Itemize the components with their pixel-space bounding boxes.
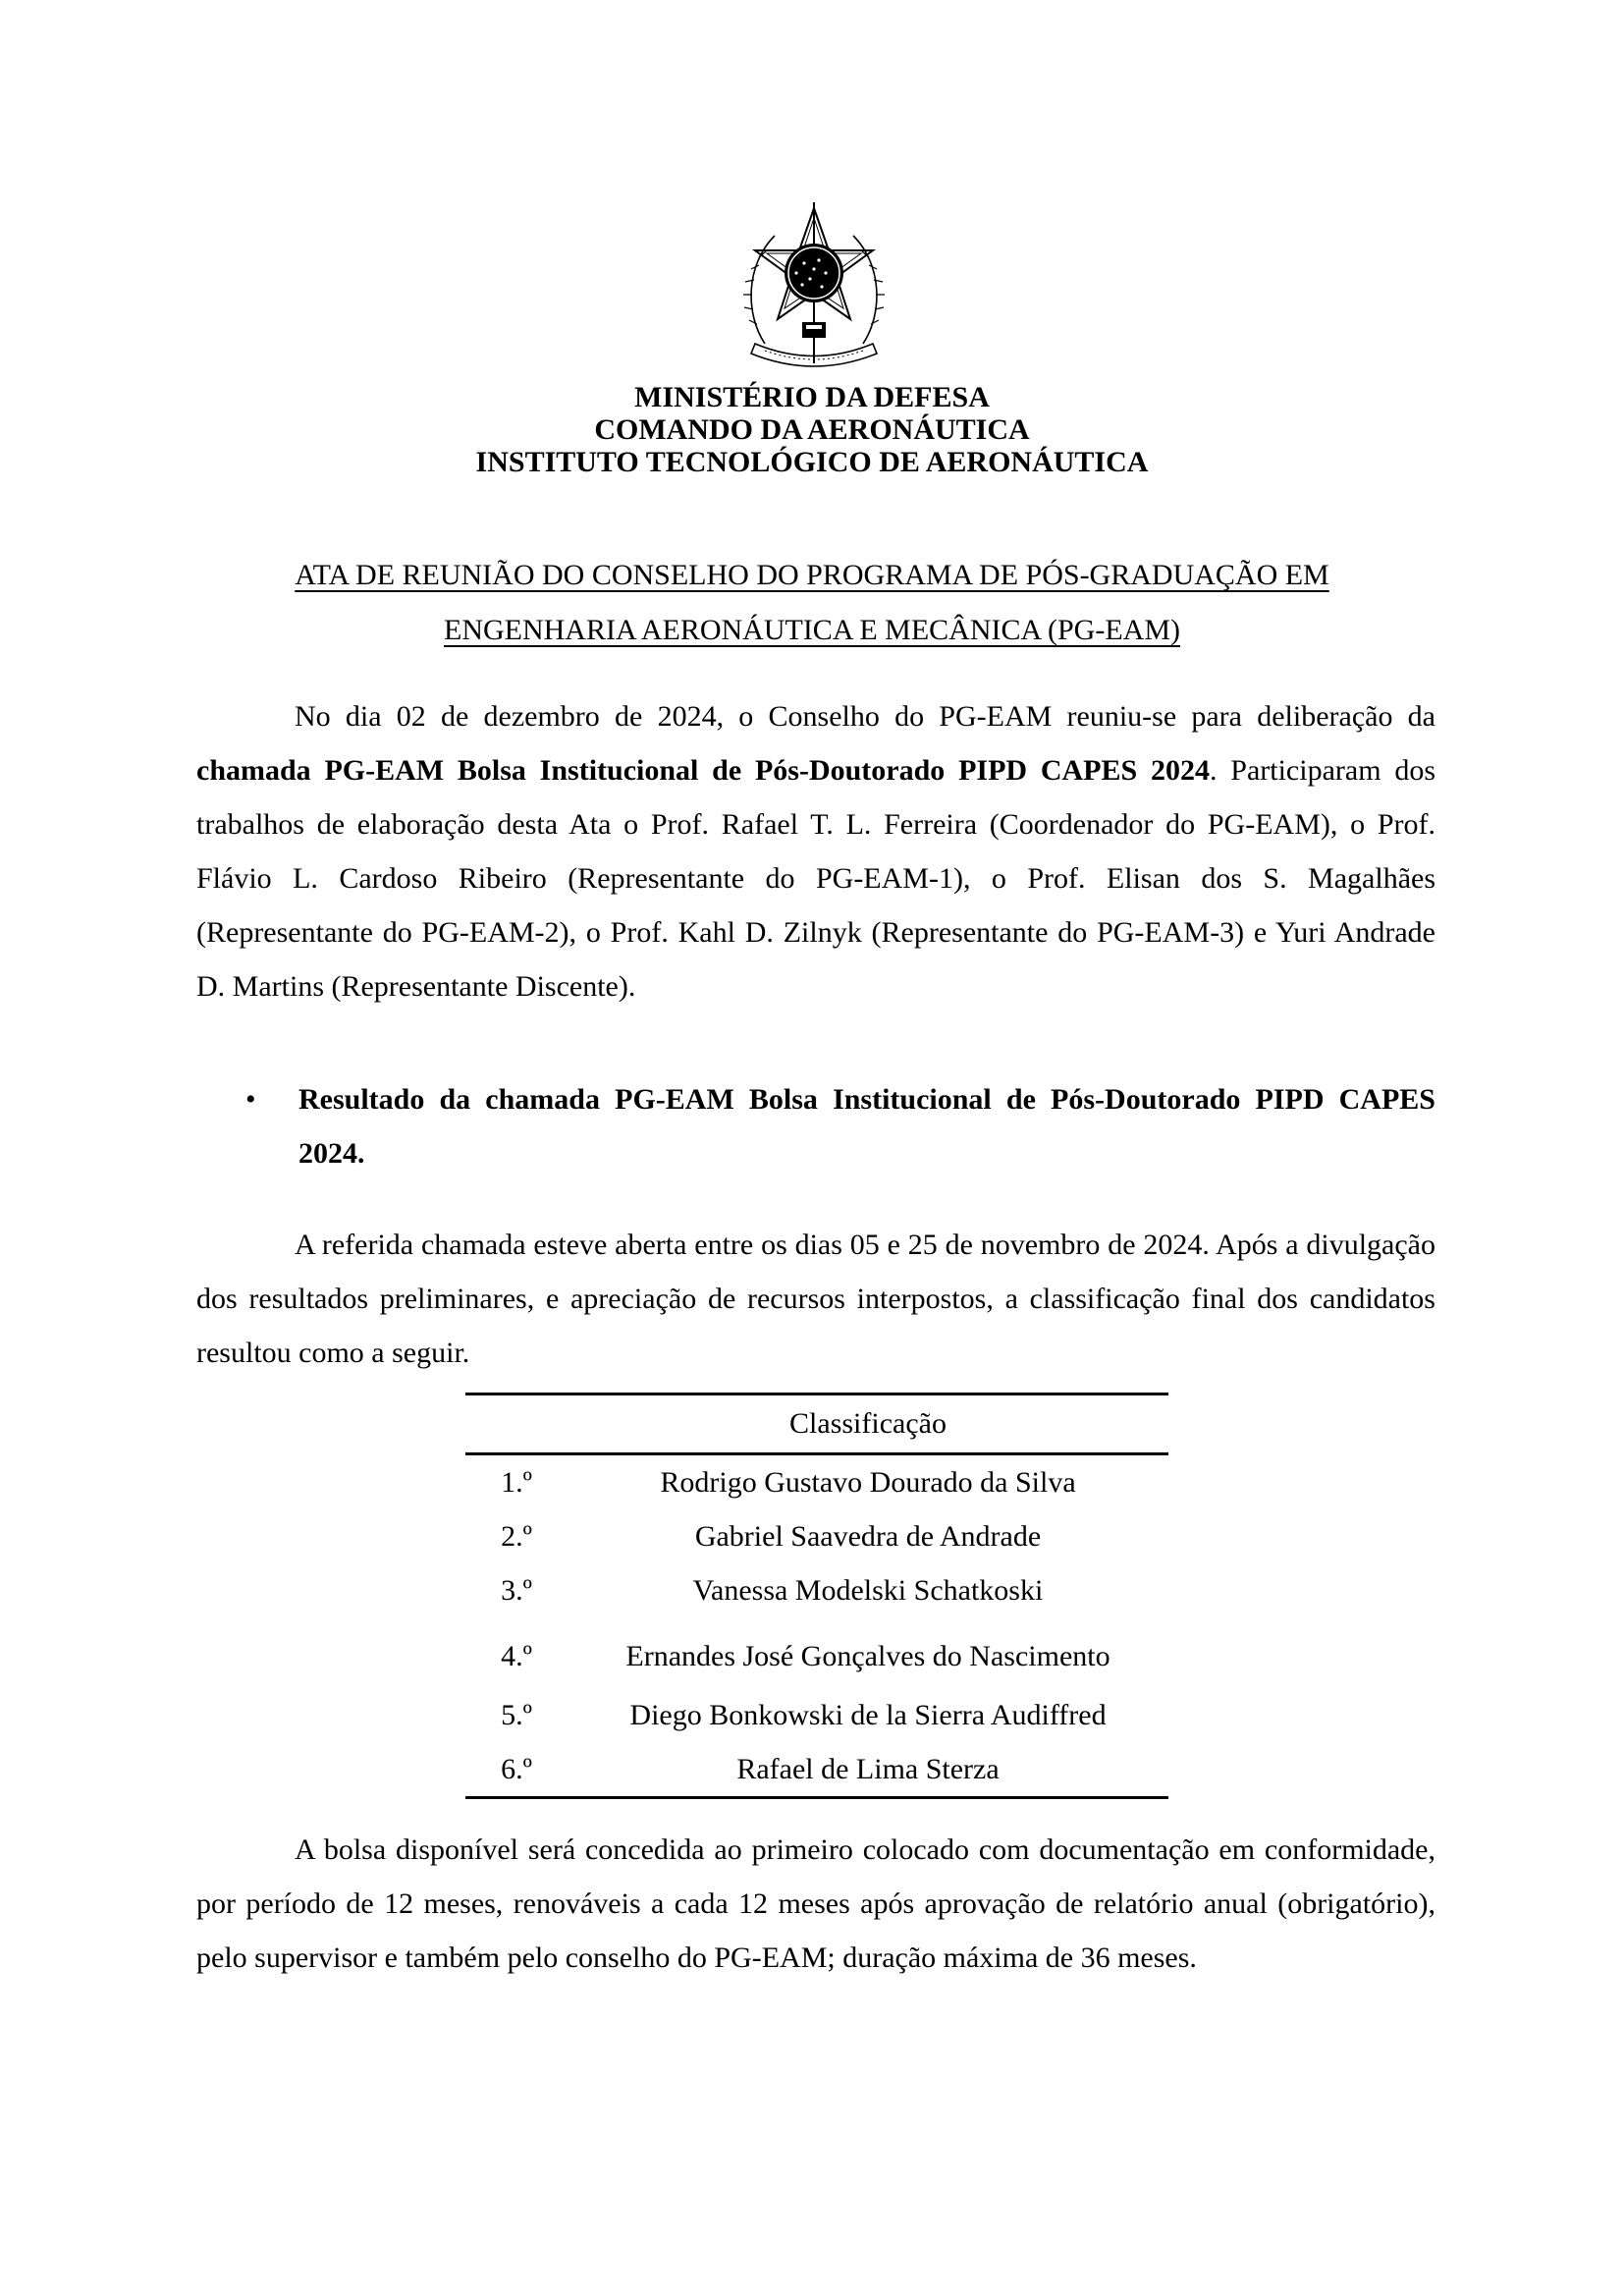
rank-position: 5.º bbox=[501, 1698, 532, 1731]
candidate-name: Diego Bonkowski de la Sierra Audiffred bbox=[629, 1698, 1107, 1731]
candidate-name: Gabriel Saavedra de Andrade bbox=[694, 1519, 1042, 1553]
command-name: COMANDO DA AERONÁUTICA bbox=[594, 413, 1030, 446]
table-row bbox=[465, 1509, 1168, 1563]
ministry-name: MINISTÉRIO DA DEFESA bbox=[634, 381, 990, 413]
opening-paragraph bbox=[196, 689, 1435, 1013]
candidate-name: Rodrigo Gustavo Dourado da Silva bbox=[660, 1465, 1076, 1499]
coat-of-arms-emblem bbox=[735, 196, 893, 373]
result-bullet-text: Resultado da chamada PG-EAM Bolsa Institucional de Pós-Doutorado PIPD CAPES 2024. bbox=[298, 1083, 1435, 1170]
table-row bbox=[465, 1454, 1168, 1510]
participants-text: . Participaram dos trabalhos de elaboração desta Ata o Prof. Rafael T. L. Ferreira (Coordenador do PG-EAM), o Prof. Flávio L. Cardoso Ribeiro (Representante do PG-EAM-1), o Prof. Elisan dos S. Magalhães (Representante do PG-EAM-2), o Prof. Kahl D. Zilnyk (Representante do PG-EAM-3) e Yuri Andrade D. Martins (Representante Discente). bbox=[196, 754, 1435, 1003]
call-period-paragraph: A referida chamada esteve aberta entre os dias 05 e 25 de novembro de 2024. Após a divulgação dos resultados preliminares, e apreciação de recursos interpostos, a classificação final dos candidatos resultou como a seguir. bbox=[196, 1229, 1435, 1369]
rank-position: 1.º bbox=[501, 1465, 532, 1499]
classification-table bbox=[465, 1393, 1168, 1799]
table-row bbox=[465, 1617, 1168, 1688]
institution-header bbox=[0, 381, 1624, 478]
institute-name: INSTITUTO TECNOLÓGICO DE AERONÁUTICA bbox=[475, 446, 1149, 478]
table-header-row bbox=[465, 1394, 1168, 1454]
rank-position: 2.º bbox=[501, 1519, 532, 1553]
minutes-title bbox=[0, 548, 1624, 658]
opening-paragraph-text: No dia 02 de dezembro de 2024, o Conselho do PG-EAM reuniu-se para deliberação da bbox=[295, 700, 1435, 733]
table-row bbox=[465, 1688, 1168, 1742]
call-name-bold: chamada PG-EAM Bolsa Institucional de Pós-Doutorado PIPD CAPES 2024 bbox=[196, 754, 1210, 787]
grant-terms-paragraph: A bolsa disponível será concedida ao primeiro colocado com documentação em conformidade, por período de 12 meses, renováveis a cada 12 meses após aprovação de relatório anual (obrigatório), pelo supervisor e também pelo conselho do PG-EAM; duração máxima de 36 meses. bbox=[196, 1833, 1435, 1974]
candidate-name: Ernandes José Gonçalves do Nascimento bbox=[625, 1640, 1110, 1672]
rank-position: 4.º bbox=[501, 1640, 532, 1672]
candidate-name: Rafael de Lima Sterza bbox=[736, 1752, 1000, 1785]
table-row bbox=[465, 1742, 1168, 1798]
rank-position: 6.º bbox=[501, 1752, 532, 1785]
minutes-title-line1: ATA DE REUNIÃO DO CONSELHO DO PROGRAMA DE PÓS-GRADUAÇÃO EM bbox=[295, 559, 1329, 591]
table-row bbox=[465, 1563, 1168, 1617]
minutes-title-line2: ENGENHARIA AERONÁUTICA E MECÂNICA (PG-EAM) bbox=[444, 614, 1180, 646]
classification-header: Classificação bbox=[789, 1407, 947, 1440]
bullet-icon: • bbox=[245, 1083, 256, 1116]
rank-position: 3.º bbox=[501, 1573, 532, 1607]
candidate-name: Vanessa Modelski Schatkoski bbox=[692, 1573, 1044, 1607]
